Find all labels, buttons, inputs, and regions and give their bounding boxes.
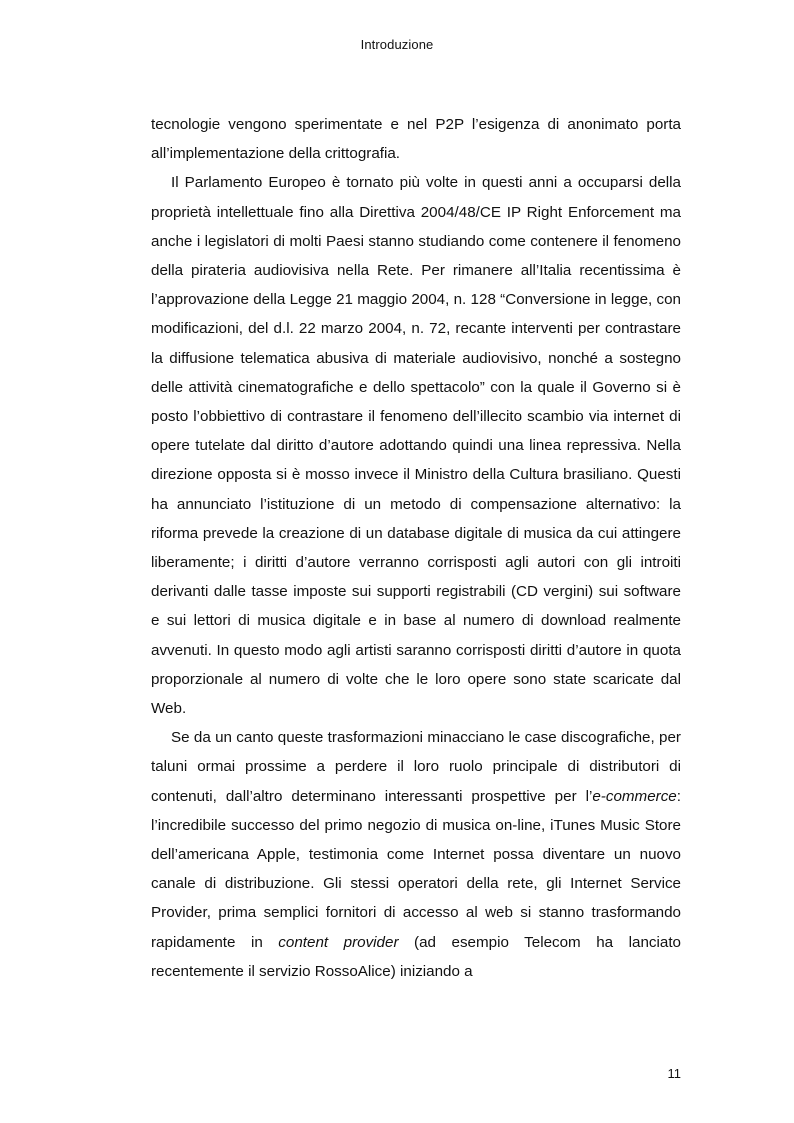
paragraph-parlamento-europeo: Il Parlamento Europeo è tornato più volte in questi anni a occuparsi della proprietà intellettuale fino alla Direttiva 2004/48/CE IP Right Enforcement ma anche i legislatori di molti Paesi stanno studiando come contenere il fenomeno della pirateria audiovisiva nella Rete. Per rimanere all’Italia recentissima è l’approvazione della Legge 21 maggio 2004, n. 128 “Conversione in legge, con modificazioni, del d.l. 22 marzo 2004, n. 72, recante interventi per contrastare la diffusione telematica abusiva di materiale audiovisivo, nonché a sostegno delle attività cinematografiche e dello spettacolo” con la quale il Governo si è posto l’obbiettivo di contrastare il fenomeno dell’illecito scambio via internet di opere tutelate dal diritto d’autore adottando quindi una linea repressiva. Nella direzione opposta si è mosso invece il Ministro della Cultura brasiliano. Questi ha annunciato l’istituzione di un metodo di compensazione alternativo: la riforma prevede la creazione di un database digitale di musica da cui attingere liberamente; i diritti d’autore verranno corrisposti agli autori con gli introiti derivanti dalle tasse imposte sui supporti registrabili (CD vergini) sui software e sui lettori di musica digitale e in base al numero di download realmente avvenuti. In questo modo agli artisti saranno corrisposti diritti d’autore in quota proporzionale al numero di volte che le loro opere sono state scaricate dal Web. bbox=[151, 174, 681, 718]
body-text bbox=[151, 110, 681, 986]
paragraph-text-segment: : l’incredibile successo del primo negozio di musica on-line, iTunes Music Store dell’americana Apple, testimonia come Internet possa diventare un nuovo canale di distribuzione. Gli stessi operatori della rete, gli Internet Service Provider, prima semplici fornitori di accesso al web si stanno trasformando rapidamente in bbox=[151, 787, 681, 951]
italic-term-e-commerce: e-commerce bbox=[592, 787, 677, 805]
paragraph-text-segment: Se da un canto queste trasformazioni minacciano le case discografiche, per taluni ormai prossime a perdere il loro ruolo principale di distributori di contenuti, dall’altro determinano interessanti prospettive per l’ bbox=[151, 729, 681, 805]
paragraph-trasformazioni bbox=[151, 723, 681, 986]
italic-term-content-provider: content provider bbox=[278, 933, 399, 951]
running-header: Introduzione bbox=[360, 37, 434, 52]
page-number: 11 bbox=[667, 1066, 681, 1081]
paragraph-continuation: tecnologie vengono sperimentate e nel P2P l’esigenza di anonimato porta all’implementazione della crittografia. bbox=[151, 116, 681, 163]
paragraph-text-segment: (ad esempio Telecom ha lanciato recentemente il servizio RossoAlice) iniziando a bbox=[151, 933, 681, 980]
